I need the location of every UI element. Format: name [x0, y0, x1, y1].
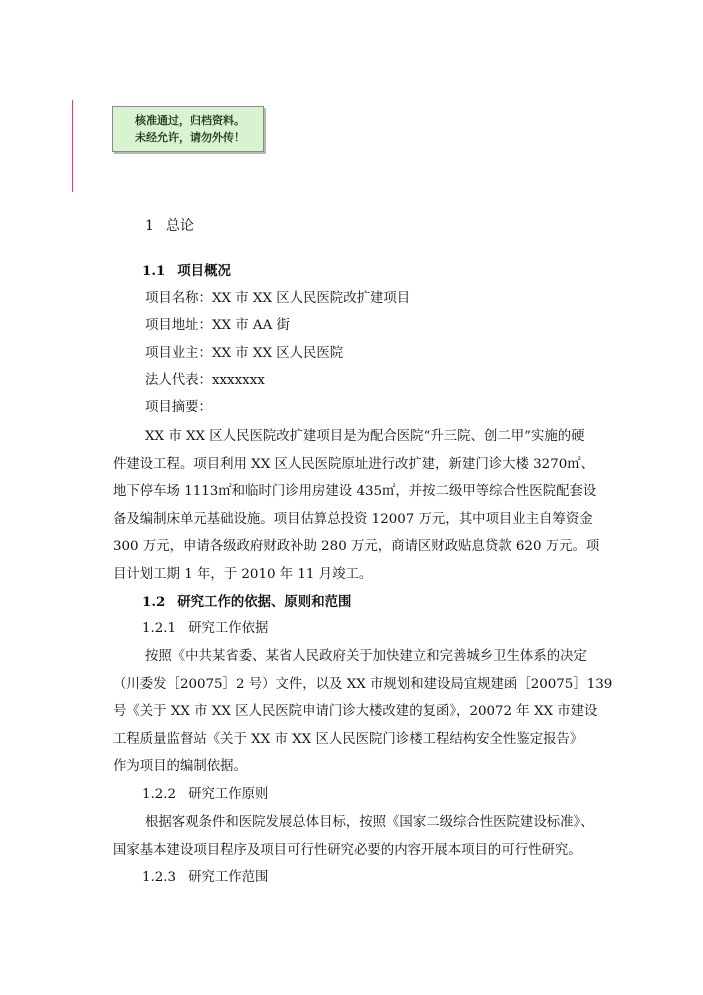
section-heading-1-2 [142, 593, 351, 611]
subsection-number: 1.2.1 [142, 621, 177, 636]
summary-line: 地下停车场 1113㎡和临时门诊用房建设 435㎡，并按二级甲等综合性医院配套设 [113, 484, 597, 499]
summary-label: 项目摘要： [145, 400, 212, 415]
stamp-line-2: 未经允许，请勿外传！ [135, 131, 245, 144]
principle-line: 根据客观条件和医院发展总体目标，按照《国家二级综合性医院建设标准》、 [145, 815, 594, 830]
summary-line: XX 市 XX 区人民医院改扩建项目是为配合医院“升三院、创二甲”实施的硬 [145, 429, 585, 444]
margin-line [72, 100, 73, 192]
subsection-number: 1.2.3 [142, 870, 177, 885]
subsection-title: 研究工作范围 [188, 870, 269, 885]
summary-line: 备及编制床单元基础设施。项目估算总投资 12007 万元，其中项目业主自筹资金 [113, 512, 593, 527]
principle-line: 国家基本建设项目程序及项目可行性研究必要的内容开展本项目的可行性研究。 [113, 843, 582, 858]
section-title: 研究工作的依据、原则和范围 [177, 594, 352, 610]
project-name: 项目名称：XX 市 XX 区人民医院改扩建项目 [145, 291, 411, 306]
subsection-title: 研究工作依据 [188, 621, 269, 636]
subsection-number: 1.2.2 [142, 787, 177, 802]
summary-line: 目计划工期 1 年，于 2010 年 11 月竣工。 [113, 567, 373, 582]
section-heading-1-1 [142, 262, 231, 280]
basis-line: 工程质量监督站《关于 XX 市 XX 区人民医院门诊楼工程结构安全性鉴定报告》 [113, 732, 584, 747]
summary-line: 件建设工程。项目利用 XX 区人民医院原址进行改扩建，新建门诊大楼 3270㎡、 [113, 457, 595, 472]
chapter-heading [145, 217, 194, 235]
subsection-title: 研究工作原则 [188, 787, 269, 802]
summary-line: 300 万元，申请各级政府财政补助 280 万元，商请区财政贴息贷款 620 万元。项 [113, 539, 600, 554]
legal-representative: 法人代表：xxxxxxx [145, 373, 265, 388]
approval-stamp [112, 106, 264, 152]
chapter-number: 1 [145, 218, 154, 234]
section-number: 1.1 [142, 263, 166, 279]
subsection-heading-1-2-3 [142, 869, 268, 887]
basis-line: （川委发［20075］2 号）文件，以及 XX 市规划和建设局宜规建函［20075］139 [113, 677, 613, 692]
section-number: 1.2 [142, 594, 166, 610]
section-title: 项目概况 [177, 263, 231, 279]
stamp-line-1: 核准通过，归档资料。 [135, 114, 245, 127]
subsection-heading-1-2-2 [142, 786, 268, 804]
project-owner: 项目业主：XX 市 XX 区人民医院 [145, 346, 344, 361]
subsection-heading-1-2-1 [142, 620, 268, 638]
basis-line: 号《关于 XX 市 XX 区人民医院申请门诊大楼改建的复函》，20072 年 XX 市建设 [113, 704, 598, 719]
basis-line: 按照《中共某省委、某省人民政府关于加快建立和完善城乡卫生体系的决定 [145, 649, 587, 664]
chapter-title: 总论 [165, 218, 194, 234]
basis-line: 作为项目的编制依据。 [113, 759, 247, 774]
project-address: 项目地址：XX 市 AA 街 [145, 318, 290, 333]
